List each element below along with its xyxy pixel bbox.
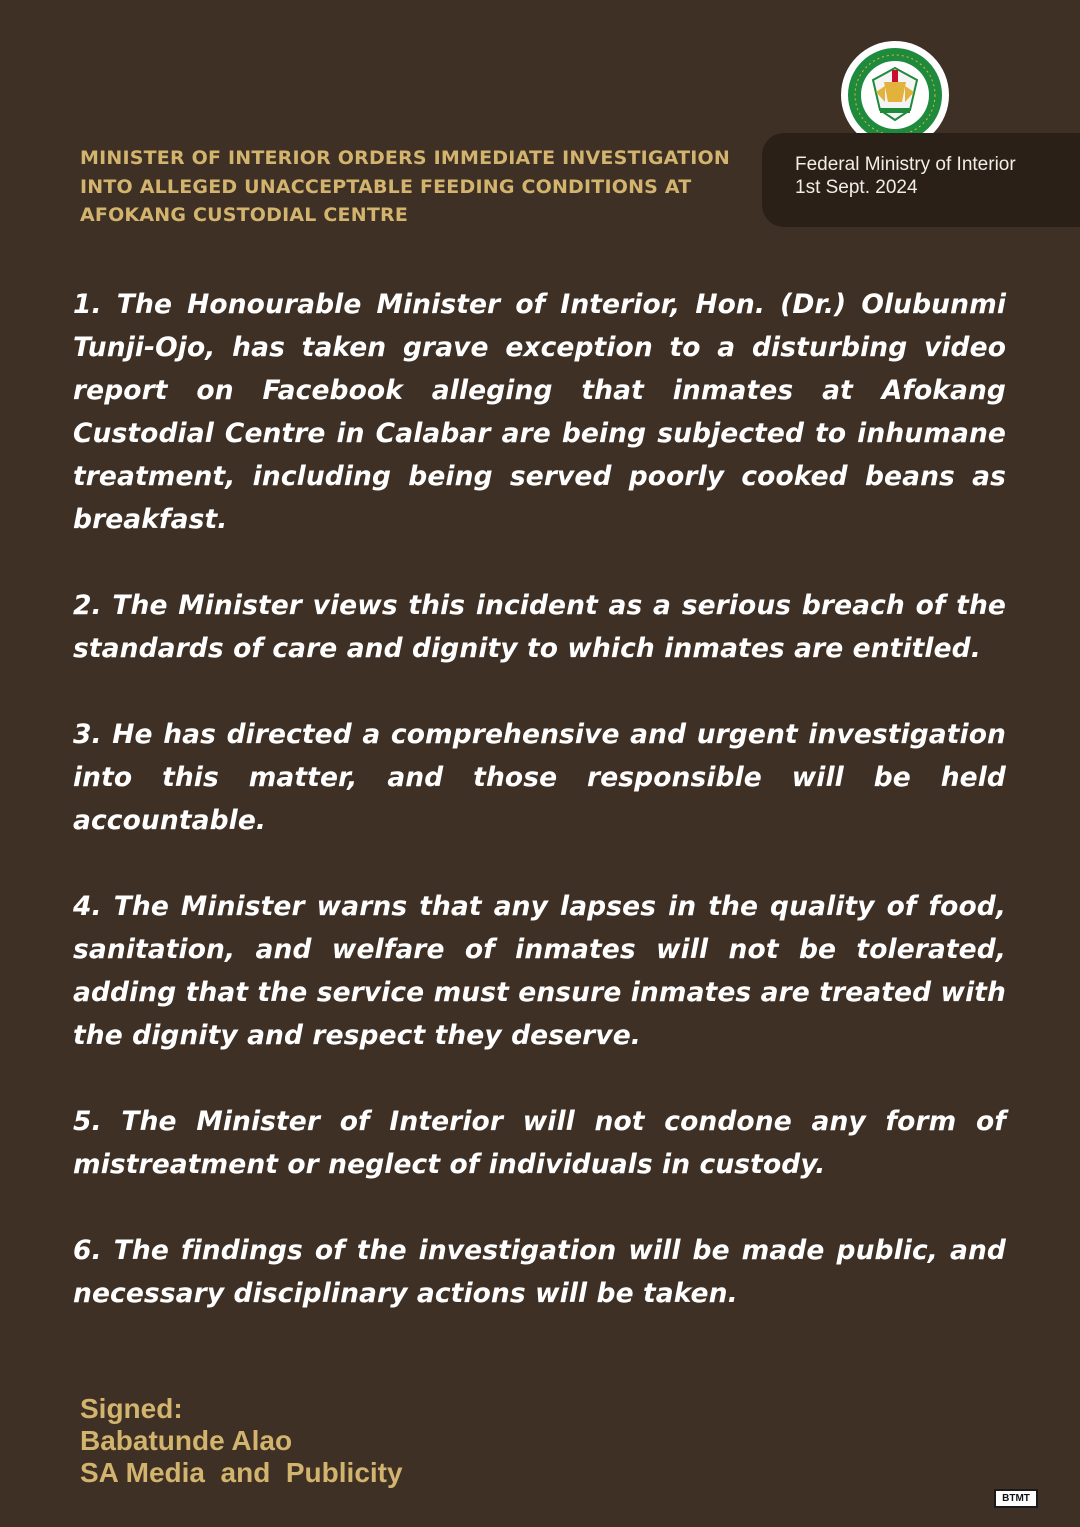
signatory-title: SA Media and Publicity: [80, 1457, 403, 1488]
signature-block: [80, 1393, 403, 1489]
press-release-body: [73, 283, 1006, 1358]
paragraph-2: 2. The Minister views this incident as a serious breach of the standards of care and dignity to which inmates are entitled.: [73, 590, 1006, 664]
headline: MINISTER OF INTERIOR ORDERS IMMEDIATE INVESTIGATION INTO ALLEGED UNACCEPTABLE FEEDING CONDITIONS AT AFOKANG CUSTODIAL CENTRE: [80, 147, 730, 226]
paragraph-1: 1. The Honourable Minister of Interior, Hon. (Dr.) Olubunmi Tunji-Ojo, has taken grave exception to a disturbing video report on Facebook alleging that inmates at Afokang Custodial Centre in Calabar are being subjected to inhumane treatment, including being served poorly cooked beans as breakfast.: [73, 289, 1006, 535]
paragraph-3: 3. He has directed a comprehensive and urgent investigation into this matter, and those responsible will be held accountable.: [73, 719, 1006, 836]
signatory-name: Babatunde Alao: [80, 1425, 293, 1456]
release-date: 1st Sept. 2024: [795, 177, 918, 198]
paragraph-4: 4. The Minister warns that any lapses in the quality of food, sanitation, and welfare of inmates will not be tolerated, adding that the service must ensure inmates are treated with the dignity and respect they deserve.: [73, 891, 1006, 1051]
paragraph-5: 5. The Minister of Interior will not condone any form of mistreatment or neglect of individuals in custody.: [73, 1106, 1006, 1180]
paragraph-6: 6. The findings of the investigation will be made public, and necessary disciplinary actions will be taken.: [73, 1235, 1006, 1309]
btmt-badge: BTMT: [994, 1489, 1038, 1508]
ministry-name: Federal Ministry of Interior: [795, 154, 1016, 175]
ministry-info-box: [762, 133, 1080, 227]
signed-label: Signed:: [80, 1393, 183, 1424]
